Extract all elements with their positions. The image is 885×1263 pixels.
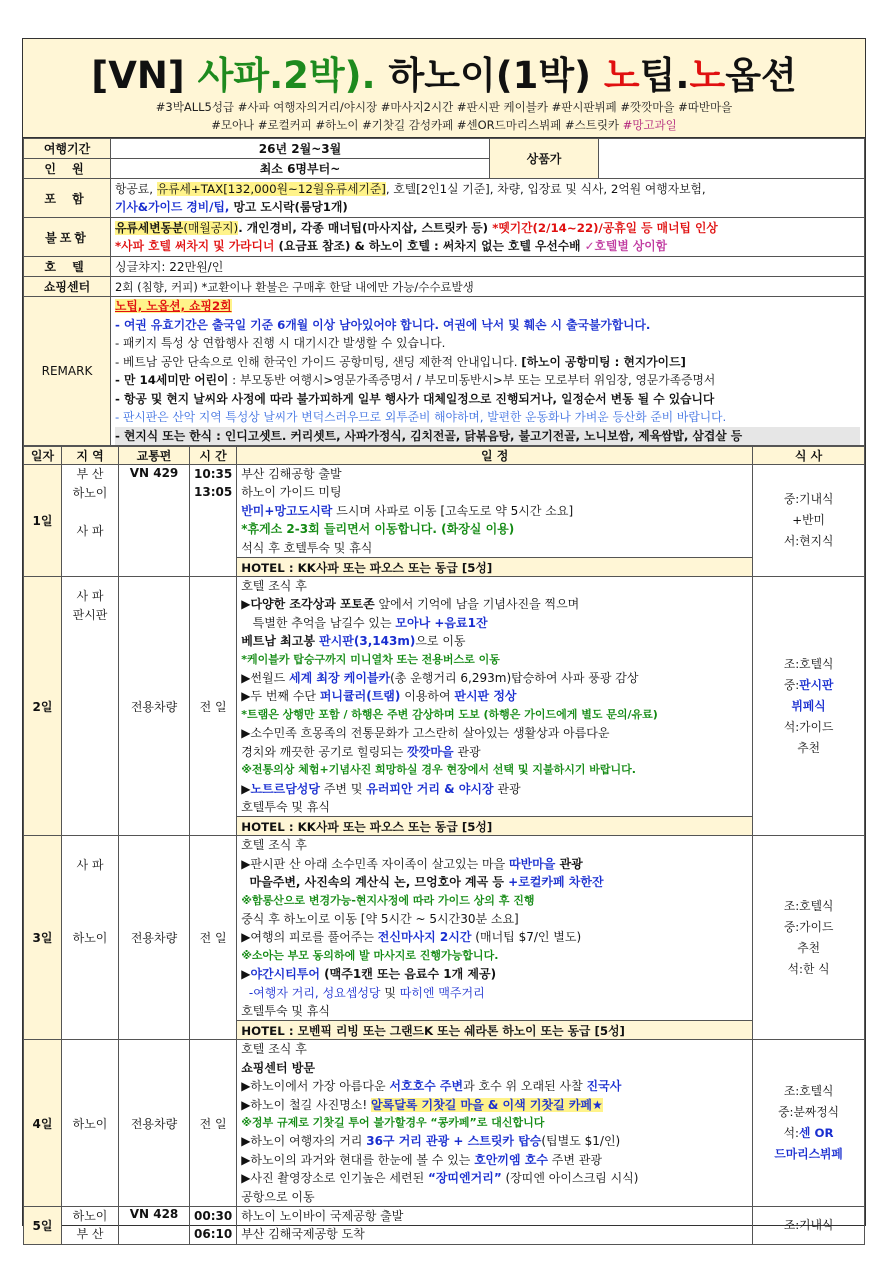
day2-row <box>24 577 865 817</box>
day1-row <box>24 465 865 558</box>
day3-time: 전 일 <box>190 836 237 1040</box>
people-value: 최소 6명부터~ <box>111 159 490 179</box>
day4-itinerary: 호텔 조식 후 쇼핑센터 방문 ▶하노이에서 가장 아름다운 서호호수 주변과 호수 위 오래된 사찰 진국사 ▶하노이 철길 사진명소! 알록달록 기찻길 마을 & 이색 기찻길 카페★ ※정부 규제로 기찻길 투어 불가할경우 “콩카페”로 대신합니다 ▶하노이 여행자의 거리 36구 거리 관광 + 스트릿카 탑승(팁별도 $1/인) ▶하노이의 과거와 현대를 한눈에 볼 수 있는 호안끼엠 호수 주변 관광 ▶사진 촬영장소로 인기높은 세련된 “장띠엔거리” (장띠엔 아이스크림 시식) 공항으로 이동 <box>237 1040 753 1207</box>
remark-meals: - 현지식 또는 한식 : 인디고셋트. 커리셋트, 사파가정식, 김치전골, 닭볶음탕, 불고기전골, 노니보쌈, 제육쌈밥, 삼겹살 등 <box>115 427 860 446</box>
day3-meals: 조:호텔식 중:가이드 추천 석:한 식 <box>753 836 865 1040</box>
page-title: [VN] 사파.2박). 하노이(1박) 노팁.노옵션 <box>91 54 797 97</box>
col-itinerary: 일 정 <box>237 447 753 465</box>
col-transport: 교통편 <box>119 447 190 465</box>
day4-label: 4일 <box>24 1040 62 1207</box>
price-label: 상품가 <box>490 139 599 179</box>
remark-children: - 만 14세미만 어린이 : 부모동반 여행시>영문가족증명서 / 부모미동반시>부 또는 모로부터 위임장, 영문가족증명서 <box>115 373 716 387</box>
shopping-label: 쇼핑센터 <box>24 277 111 297</box>
period-value: 26년 2월~3월 <box>111 139 490 159</box>
day2-hotel: HOTEL : KK사파 또는 파오스 또는 동급 [5성] <box>237 817 753 836</box>
day1-time: 10:35 13:05 <box>190 465 237 577</box>
day5-region: 하노이 부 산 <box>62 1207 119 1245</box>
remark-fansipan: - 판시판은 산악 지역 특성상 날씨가 변덕스러우므로 외투준비 해야하며, 발편한 운동화나 가벼운 등산화 준비 바랍니다. <box>115 410 727 424</box>
remark-weather: - 항공 및 현지 날씨와 사정에 따라 불가피하게 일부 행사가 대체일정으로 진행되거나, 일정순서 변동 될 수 있습니다 <box>115 391 715 406</box>
day3-region: 사 파 하노이 <box>62 836 119 1040</box>
remark-label: REMARK <box>24 297 111 446</box>
day5-time: 00:30 06:10 <box>190 1207 237 1245</box>
exclude-label: 불포함 <box>24 218 111 257</box>
day2-time: 전 일 <box>190 577 237 836</box>
remark-passport: - 여권 유효기간은 출국일 기준 6개월 이상 남아있어야 합니다. 여권에 낙서 및 훼손 시 출국불가합니다. <box>115 317 651 332</box>
exclude-value: 유류세변동분(매월공지). 개인경비, 각종 매너팁(마사지삽, 스트릿카 등) *뗏기간(2/14~22)/공휴일 등 매너팁 인상 *사파 호텔 써차지 및 가라디너 (요금표 참조) & 하노이 호텔 : 써차지 없는 호텔 우선수배 ✓호텔별 상이함 <box>111 218 865 257</box>
day4-row <box>24 1040 865 1207</box>
col-time: 시 간 <box>190 447 237 465</box>
day3-hotel: HOTEL : 모벤픽 리빙 또는 그랜드K 또는 쉐라톤 하노이 또는 동급 [5성] <box>237 1021 753 1040</box>
remark-value <box>111 297 865 446</box>
info-table <box>23 138 865 446</box>
day1-flight: VN 429 <box>119 465 190 577</box>
schedule-table <box>23 446 865 1245</box>
hotel-value: 싱글챠지: 22만원/인 <box>111 257 865 277</box>
remark-guide: - 베트남 공안 단속으로 인해 한국인 가이드 공항미팅, 샌딩 제한적 안내입니다. [하노이 공항미팅 : 현지가이드] <box>115 354 686 369</box>
day5-row <box>24 1207 865 1245</box>
day3-itinerary: 호텔 조식 후 ▶판시판 산 아래 소수민족 자이족이 살고있는 마을 따반마을 관광 마을주변, 사진속의 계산식 논, 므엉호아 계곡 등 +로컬카페 차한잔 ※함롱산으로 변경가능-현지사정에 따라 가이드 상의 후 진행 중식 후 하노이로 이동 [약 5시간 ~ 5시간30분 소요] ▶여행의 피로를 풀어주는 전신마사지 2시간 (매너팁 $7/인 별도) ※소아는 부모 동의하에 발 마사지로 진행가능합니다. ▶야간시티투어 (맥주1캔 또는 음료수 1개 제공) -여행자 거리, 성요셉성당 및 따히엔 맥주거리 호텔투숙 및 휴식 <box>237 836 753 1021</box>
day3-label: 3일 <box>24 836 62 1040</box>
col-region: 지 역 <box>62 447 119 465</box>
day1-hotel: HOTEL : KK사파 또는 파오스 또는 동급 [5성] <box>237 558 753 577</box>
col-meal: 식 사 <box>753 447 865 465</box>
day1-label: 1일 <box>24 465 62 577</box>
day5-meals: 조:기내식 <box>753 1207 865 1245</box>
day4-meals: 조:호텔식 중:분짜정식 석:센 OR 드마리스뷔페 <box>753 1040 865 1207</box>
day1-region: 부 산 하노이 사 파 <box>62 465 119 577</box>
hotel-label: 호 텔 <box>24 257 111 277</box>
day2-region: 사 파 판시판 <box>62 577 119 836</box>
col-day: 일자 <box>24 447 62 465</box>
day4-transport: 전용차량 <box>119 1040 190 1207</box>
day5-flight: VN 428 <box>119 1207 190 1245</box>
day3-row <box>24 836 865 1021</box>
day2-meals: 조:호텔식 중:판시판 뷔페식 석:가이드 추천 <box>753 577 865 836</box>
include-label: 포 함 <box>24 179 111 218</box>
day1-itinerary: 부산 김해공항 출발 하노이 가이드 미팅 반미+망고도시락 드시며 사파로 이동 [고속도로 약 5시간 소요] *휴게소 2-3회 들리면서 이동합니다. (화장실 이용) 석식 후 호텔투숙 및 휴식 <box>237 465 753 558</box>
day3-transport: 전용차량 <box>119 836 190 1040</box>
day1-meals: 중:기내식 +반미 서:현지식 <box>753 465 865 577</box>
title-banner <box>23 39 865 138</box>
day2-itinerary: 호텔 조식 후 ▶다양한 조각상과 포토존 앞에서 기억에 남을 기념사진을 찍으며 특별한 추억을 남길수 있는 모아나 +음료1잔 베트남 최고봉 판시판(3,143m)으로 이동 *케이블카 탑승구까지 미니열차 또는 전용버스로 이동 ▶썬월드 세계 최장 케이블카(총 운행거리 6,293m)탑승하여 사파 풍광 감상 ▶두 번째 수단 퍼니큘러(트램) 이용하여 판시판 정상 *트램은 상행만 포함 / 하행은 주변 감상하며 도보 (하행은 가이드에게 별도 문의/유료) ▶소수민족 흐몽족의 전통문화가 고스란히 살아있는 생활상과 아름다운 경치와 깨끗한 공기로 힐링되는 깟깟마을 관광 ※전통의상 체험+기념사진 희망하실 경우 현장에서 선택 및 지불하시기 바랍니다. ▶노트르담성당 주변 및 유러피안 거리 & 야시장 관광 호텔투숙 및 휴식 <box>237 577 753 817</box>
shopping-value: 2회 (침향, 커피) *교환이나 환불은 구매후 한달 내에만 가능/수수료발생 <box>111 277 865 297</box>
people-label: 인 원 <box>24 159 111 179</box>
day2-transport: 전용차량 <box>119 577 190 836</box>
period-label: 여행기간 <box>24 139 111 159</box>
remark-headline: 노팁, 노옵션, 쇼핑2회 <box>115 299 232 313</box>
day4-time: 전 일 <box>190 1040 237 1207</box>
include-value: 항공료, 유류세+TAX[132,000원~12월유류세기준], 호텔[2인1실 기준], 차량, 입장료 및 식사, 2억원 여행자보험, 기사&가이드 경비/팁, 망고 도시락(룸당1개) <box>111 179 865 218</box>
day2-label: 2일 <box>24 577 62 836</box>
itinerary-document <box>22 38 866 1242</box>
hashtags-line-1: #3박ALL5성급 #사파 여행자의거리/야시장 #마사지2시간 #판시판 케이블카 #판시판뷔페 #깟깟마을 #따반마을 <box>155 100 733 114</box>
day5-label: 5일 <box>24 1207 62 1245</box>
day5-itinerary: 하노이 노이바이 국제공항 출발 부산 김해국제공항 도착 <box>237 1207 753 1245</box>
price-value <box>599 139 865 179</box>
remark-package: - 패키지 특성 상 연합행사 진행 시 대기시간 발생할 수 있습니다. <box>115 336 446 350</box>
day4-region: 하노이 <box>62 1040 119 1207</box>
hashtags-line-2: #모아나 #로컬커피 #하노이 #기찻길 감성카페 #센OR드마리스뷔페 #스트릿카 #망고과일 <box>211 118 677 132</box>
